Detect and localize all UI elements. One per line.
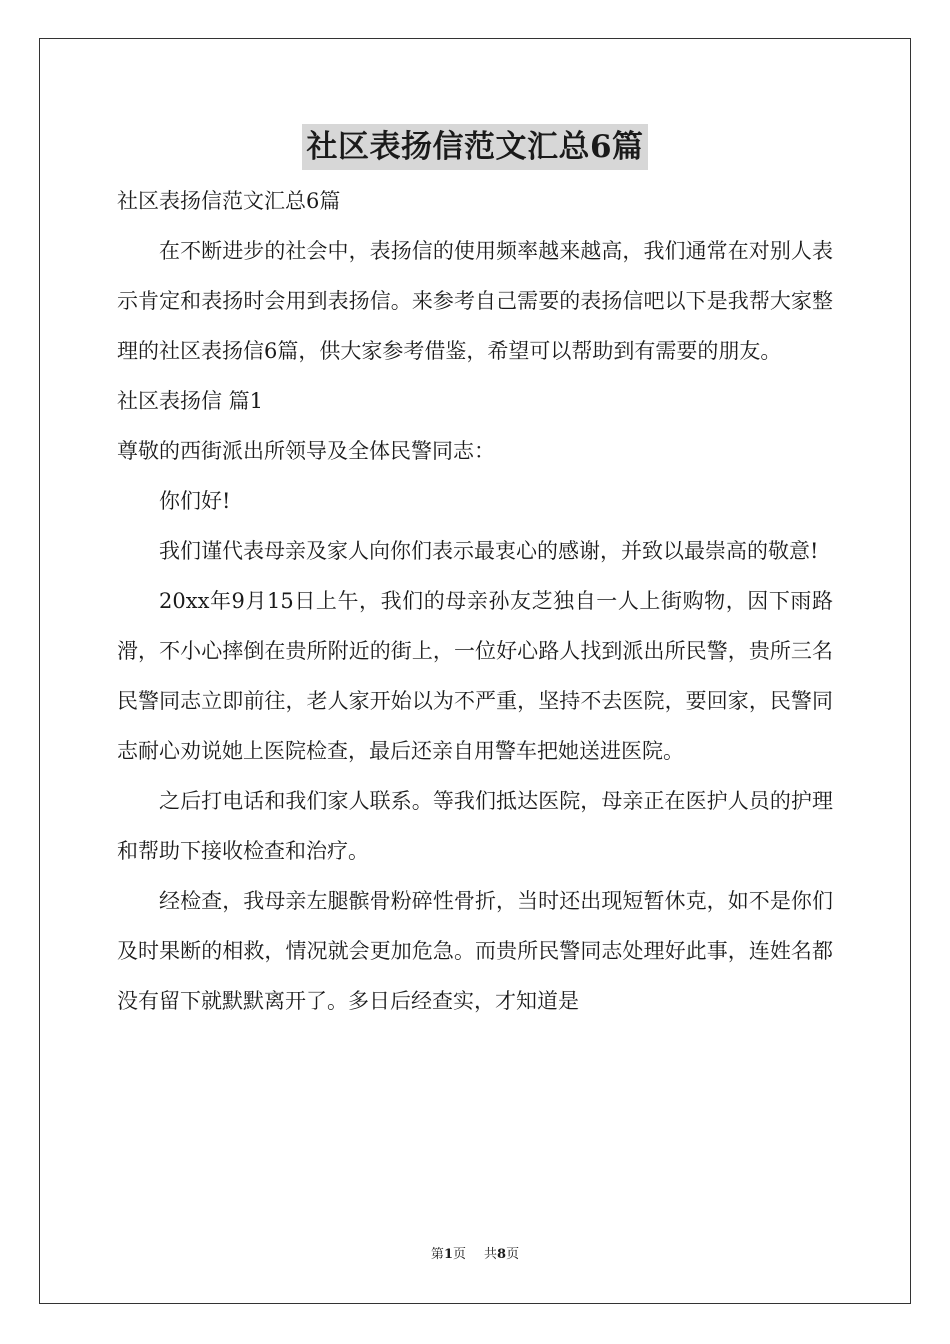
intro-paragraph: 在不断进步的社会中，表扬信的使用频率越来越高，我们通常在对别人表示肯定和表扬时会用到表扬信。来参考自己需要的表扬信吧以下是我帮大家整理的社区表扬信6篇，供大家参考借鉴，希望可以帮助到有需要的朋友。 xyxy=(117,239,833,363)
document-body xyxy=(117,176,833,1026)
body-paragraph: 我们谨代表母亲及家人向你们表示最衷心的感谢，并致以最崇高的敬意! xyxy=(159,539,819,563)
page-total: 共8页 xyxy=(484,1247,520,1262)
page-footer xyxy=(0,1245,950,1265)
page-number: 第1页 xyxy=(430,1247,466,1262)
section-heading: 社区表扬信 篇1 xyxy=(117,389,264,413)
subtitle-line: 社区表扬信范文汇总6篇 xyxy=(117,189,341,213)
salutation: 尊敬的西街派出所领导及全体民警同志： xyxy=(117,439,495,463)
greeting: 你们好! xyxy=(159,489,231,513)
body-paragraph: 20xx年9月15日上午，我们的母亲孙友芝独自一人上街购物，因下雨路滑，不小心摔倒在贵所附近的街上，一位好心路人找到派出所民警，贵所三名民警同志立即前往，老人家开始以为不严重，坚持不去医院，要回家，民警同志耐心劝说她上医院检查，最后还亲自用警车把她送进医院。 xyxy=(117,589,833,763)
page-title: 社区表扬信范文汇总6篇 xyxy=(302,124,647,170)
body-paragraph: 经检查，我母亲左腿髌骨粉碎性骨折，当时还出现短暂休克，如不是你们及时果断的相救，情况就会更加危急。而贵所民警同志处理好此事，连姓名都没有留下就默默离开了。多日后经查实，才知道是 xyxy=(117,889,833,1013)
title-wrap xyxy=(0,124,950,170)
body-paragraph: 之后打电话和我们家人联系。等我们抵达医院，母亲正在医护人员的护理和帮助下接收检查和治疗。 xyxy=(117,789,833,863)
